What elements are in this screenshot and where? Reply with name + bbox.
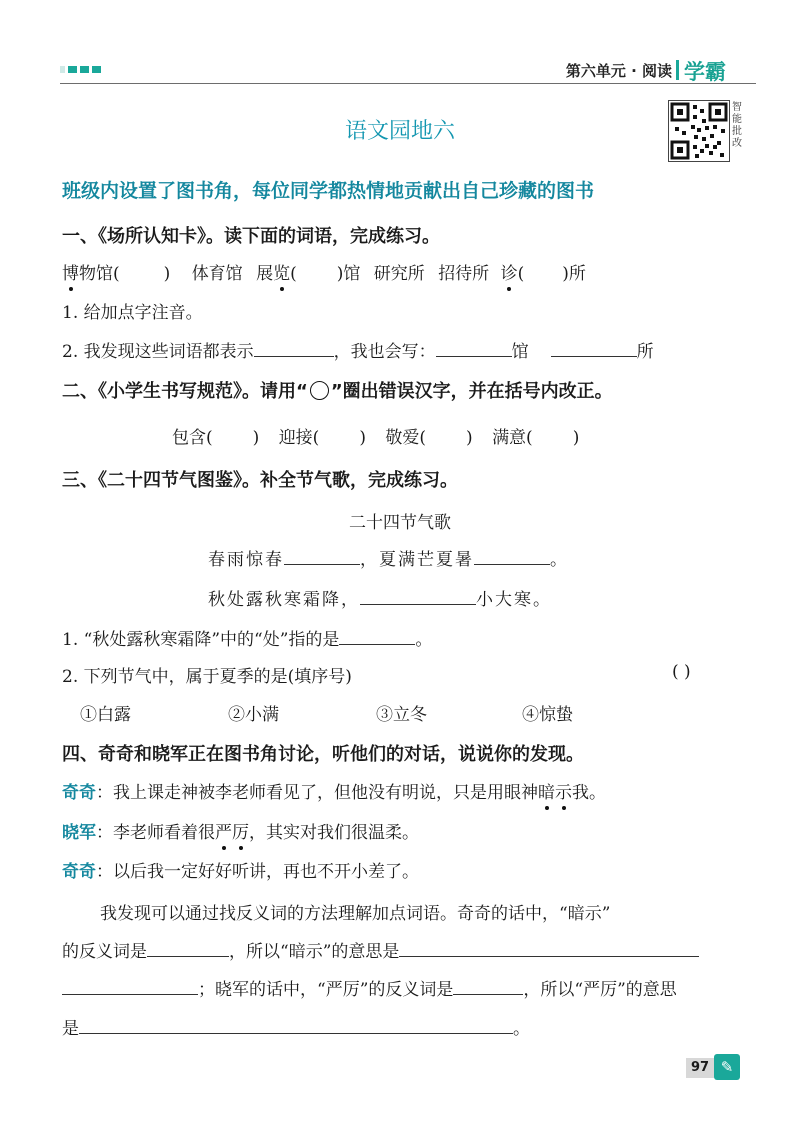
dotted-char: 严 [215,818,232,843]
section3-heading: 三、《二十四节气图鉴》。补全节气歌，完成练习。 [62,470,458,491]
circle-icon [310,381,329,400]
section3-q2: 2. 下列节气中，属于夏季的是(填序号) [62,667,352,687]
paragraph-line-2: 的反义词是 ，所以“暗示”的意思是 [62,937,699,962]
section1-q1: 1. 给加点字注音。 [62,303,203,323]
dotted-char: 示 [555,778,572,803]
section1-heading: 一、《场所认知卡》。读下面的词语，完成练习。 [62,226,440,247]
answer-blank[interactable] [79,1017,513,1034]
unit-label: 第六单元 · 阅读 [565,62,672,80]
dialogue-line-2: 晓军：李老师看着很严厉，其实对我们很温柔。 [62,818,419,843]
answer-blank[interactable] [284,548,360,565]
answer-blank[interactable] [453,978,523,995]
dotted-char: 暗 [538,778,555,803]
paragraph-line-3: ；晓军的话中，“严厉”的反义词是 ，所以“严厉”的意思 [62,975,677,1000]
word-list: 博物馆( ) 体育馆 展览( )馆 研究所 招待所 诊( )所 [62,259,586,284]
answer-blank[interactable] [254,340,334,357]
option-2[interactable]: ②小满 [228,705,279,725]
song-line-2: 秋处露秋寒霜降， 小大寒。 [208,590,552,610]
brand-logo: 学霸 [684,60,726,84]
answer-blank[interactable] [474,548,550,565]
dotted-char: 厉 [232,818,249,843]
dialogue-line-1: 奇奇：我上课走神被李老师看见了，但他没有明说，只是用眼神暗示我。 [62,778,606,803]
qr-code-icon [669,101,729,161]
section2-heading: 二、《小学生书写规范》。请用“ ”圈出错误汉字，并在括号内改正。 [62,381,613,402]
qr-side-label: 智能批改 [732,102,742,149]
answer-bracket[interactable]: ( ) [672,662,691,682]
answer-blank[interactable] [339,628,415,645]
answer-blank[interactable] [551,340,637,357]
answer-blank[interactable] [360,588,476,605]
answer-blank[interactable] [62,978,198,995]
page-title: 语文园地六 [344,119,455,144]
answer-blank[interactable] [147,940,229,957]
dotted-char: 诊 [501,259,518,284]
song-line-1: 春雨惊春 ，夏满芒夏暑 。 [208,550,569,570]
page-number: 97 [686,1058,714,1078]
answer-blank[interactable] [399,940,699,957]
song-title: 二十四节气歌 [349,513,451,533]
dotted-char: 览 [273,259,290,284]
speaker-name: 晓军 [62,823,96,843]
pencil-icon: ✎ [714,1054,740,1080]
speaker-name: 奇奇 [62,862,96,882]
section1-q2: 2. 我发现这些词语都表示 ，我也会写： 馆 所 [62,342,654,362]
section4-heading: 四、奇奇和晓军正在图书角讨论，听他们的对话，说说你的发现。 [62,744,584,765]
intro-text: 班级内设置了图书角，每位同学都热情地贡献出自己珍藏的图书 [62,180,595,202]
dotted-char: 博 [62,259,79,284]
option-3[interactable]: ③立冬 [376,705,427,725]
header-divider [676,60,679,80]
speaker-name: 奇奇 [62,783,96,803]
header-rule [60,83,756,84]
dialogue-line-3: 奇奇：以后我一定好好听讲，再也不开小差了。 [62,862,419,882]
answer-blank[interactable] [436,340,512,357]
paragraph-line-4: 是 。 [62,1019,530,1039]
option-1[interactable]: ①白露 [80,705,131,725]
paragraph-line-1: 我发现可以通过找反义词的方法理解加点词语。奇奇的话中，“暗示” [100,904,611,924]
option-4[interactable]: ④惊蛰 [522,705,573,725]
qr-code[interactable] [668,100,730,162]
section3-q1: 1. “秋处露秋寒霜降”中的“处”指的是 。 [62,630,433,650]
section2-items: 包含( ) 迎接( ) 敬爱( ) 满意( ) [172,428,580,448]
